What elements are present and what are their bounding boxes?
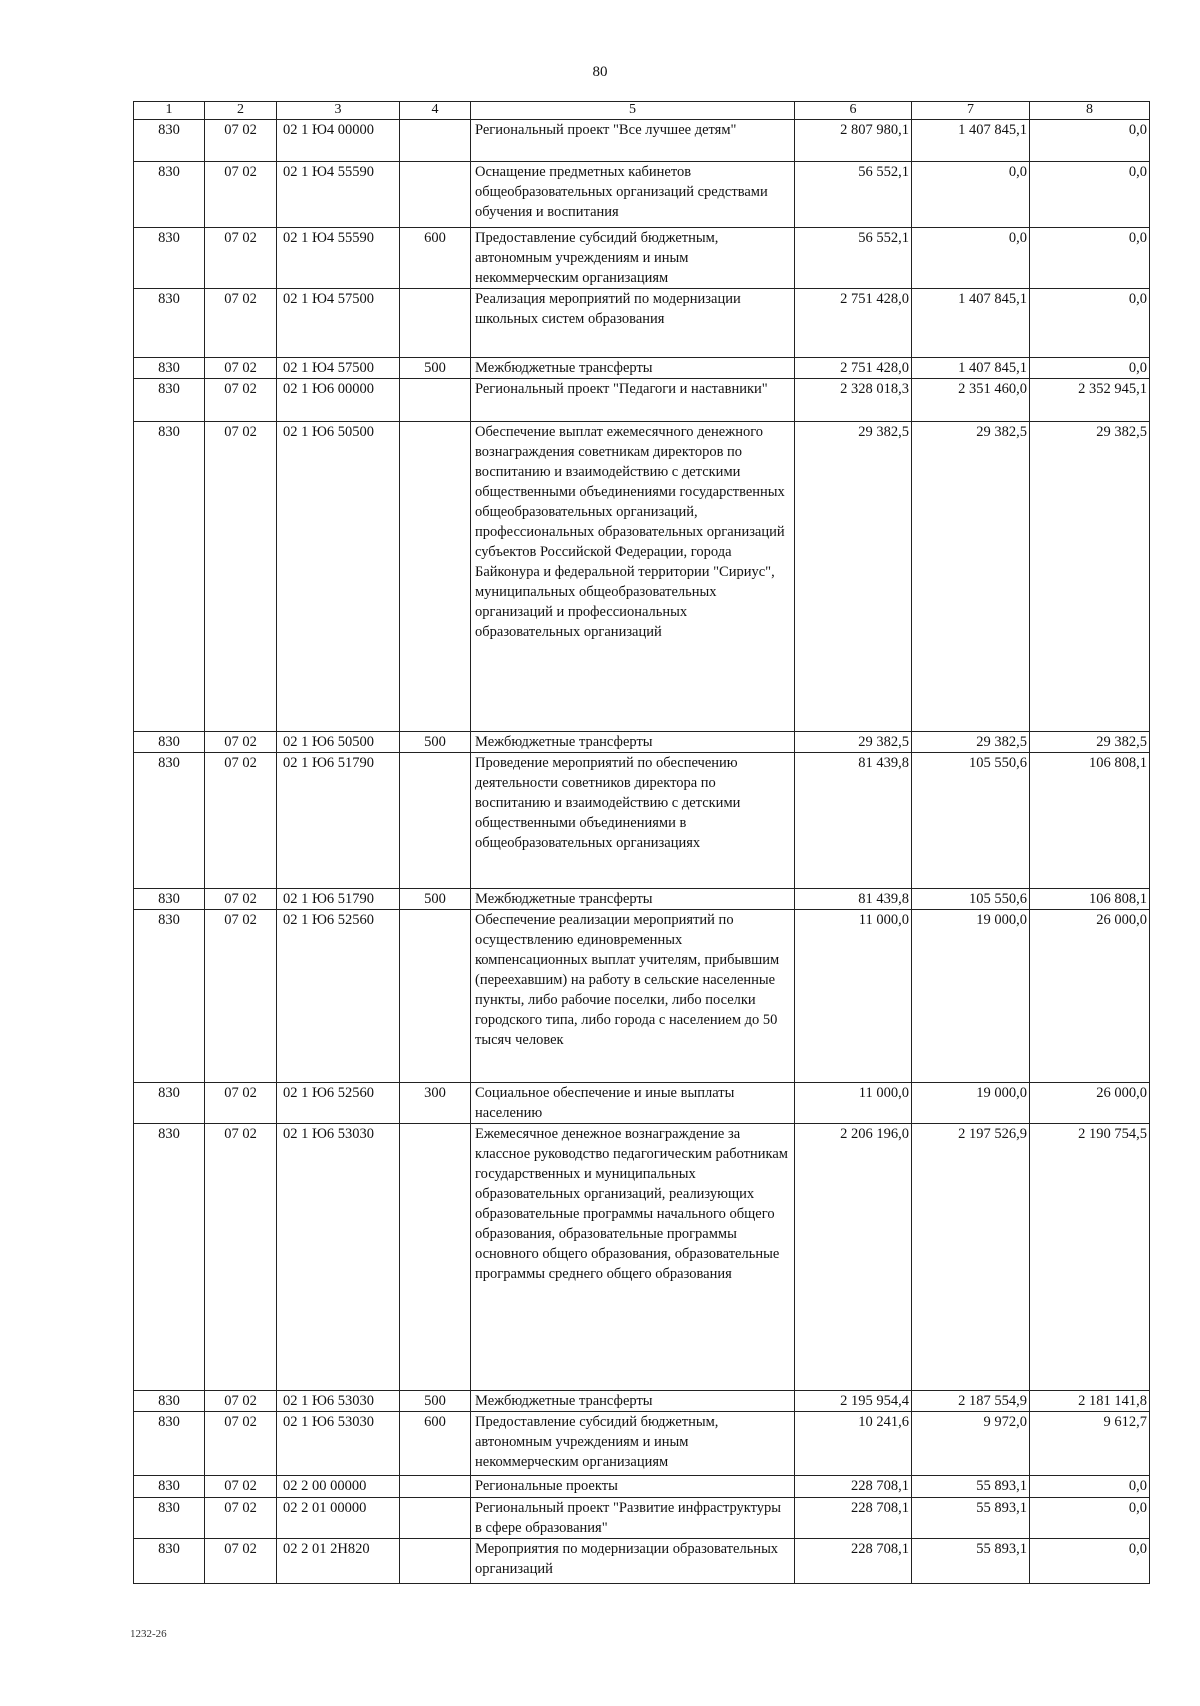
target-article-cell: 02 1 Ю6 53030 <box>277 1412 400 1476</box>
ministry-code-cell: 830 <box>134 289 205 358</box>
amount-year2-cell: 55 893,1 <box>912 1476 1030 1498</box>
amount-year2-cell: 2 197 526,9 <box>912 1124 1030 1391</box>
name-cell: Предоставление субсидий бюджетным, автономным учреждениям и иным некоммерческим организациям <box>471 228 795 289</box>
ministry-code-cell: 830 <box>134 358 205 379</box>
target-article-cell: 02 1 Ю6 50500 <box>277 422 400 732</box>
amount-year3-cell: 2 181 141,8 <box>1030 1391 1150 1412</box>
amount-year2-cell: 2 351 460,0 <box>912 379 1030 422</box>
name-cell: Мероприятия по модернизации образовательных организаций <box>471 1539 795 1584</box>
expense-type-cell <box>400 1476 471 1498</box>
document-code: 1232-26 <box>130 1628 167 1640</box>
ministry-code-cell: 830 <box>134 1539 205 1584</box>
page-number: 80 <box>592 64 608 80</box>
ministry-code-cell: 830 <box>134 379 205 422</box>
target-article-cell: 02 1 Ю4 00000 <box>277 120 400 162</box>
table-row <box>134 1391 1150 1412</box>
header-cell: 7 <box>912 102 1030 120</box>
amount-year3-cell: 0,0 <box>1030 289 1150 358</box>
section-code-cell: 07 02 <box>205 120 277 162</box>
ministry-code-cell: 830 <box>134 1412 205 1476</box>
section-code-cell: 07 02 <box>205 1124 277 1391</box>
ministry-code-cell: 830 <box>134 1476 205 1498</box>
amount-year3-cell: 26 000,0 <box>1030 1083 1150 1124</box>
ministry-code-cell: 830 <box>134 1083 205 1124</box>
ministry-code-cell: 830 <box>134 1498 205 1539</box>
table-row <box>134 1124 1150 1391</box>
table-row <box>134 162 1150 228</box>
amount-year3-cell: 0,0 <box>1030 1539 1150 1584</box>
amount-year1-cell: 29 382,5 <box>795 732 912 753</box>
amount-year3-cell: 0,0 <box>1030 228 1150 289</box>
ministry-code-cell: 830 <box>134 1391 205 1412</box>
amount-year2-cell: 29 382,5 <box>912 422 1030 732</box>
name-cell: Межбюджетные трансферты <box>471 1391 795 1412</box>
section-code-cell: 07 02 <box>205 289 277 358</box>
amount-year1-cell: 2 807 980,1 <box>795 120 912 162</box>
amount-year3-cell: 0,0 <box>1030 120 1150 162</box>
name-cell: Предоставление субсидий бюджетным, автономным учреждениям и иным некоммерческим организациям <box>471 1412 795 1476</box>
amount-year3-cell: 106 808,1 <box>1030 889 1150 910</box>
section-code-cell: 07 02 <box>205 1412 277 1476</box>
expense-type-cell <box>400 753 471 889</box>
section-code-cell: 07 02 <box>205 1391 277 1412</box>
table-row <box>134 1539 1150 1584</box>
section-code-cell: 07 02 <box>205 732 277 753</box>
amount-year1-cell: 2 751 428,0 <box>795 358 912 379</box>
table-row <box>134 910 1150 1083</box>
amount-year3-cell: 0,0 <box>1030 1476 1150 1498</box>
amount-year1-cell: 2 751 428,0 <box>795 289 912 358</box>
amount-year3-cell: 2 352 945,1 <box>1030 379 1150 422</box>
amount-year2-cell: 9 972,0 <box>912 1412 1030 1476</box>
amount-year1-cell: 228 708,1 <box>795 1476 912 1498</box>
table-row <box>134 228 1150 289</box>
header-cell: 1 <box>134 102 205 120</box>
section-code-cell: 07 02 <box>205 753 277 889</box>
amount-year3-cell: 0,0 <box>1030 1498 1150 1539</box>
header-cell: 2 <box>205 102 277 120</box>
expense-type-cell <box>400 162 471 228</box>
ministry-code-cell: 830 <box>134 732 205 753</box>
amount-year1-cell: 81 439,8 <box>795 889 912 910</box>
amount-year2-cell: 1 407 845,1 <box>912 358 1030 379</box>
name-cell: Обеспечение реализации мероприятий по осуществлению единовременных компенсационных выплат учителям, прибывшим (переехавшим) на работу в сельские населенные пункты, либо рабочие поселки, либо поселки городского типа, либо города с населением до 50 тысяч человек <box>471 910 795 1083</box>
expense-type-cell: 500 <box>400 1391 471 1412</box>
section-code-cell: 07 02 <box>205 379 277 422</box>
amount-year2-cell: 105 550,6 <box>912 889 1030 910</box>
expense-type-cell <box>400 910 471 1083</box>
ministry-code-cell: 830 <box>134 228 205 289</box>
ministry-code-cell: 830 <box>134 120 205 162</box>
name-cell: Региональный проект "Развитие инфраструктуры в сфере образования" <box>471 1498 795 1539</box>
target-article-cell: 02 1 Ю6 00000 <box>277 379 400 422</box>
amount-year2-cell: 55 893,1 <box>912 1539 1030 1584</box>
table-row <box>134 1412 1150 1476</box>
table-row <box>134 120 1150 162</box>
expense-type-cell <box>400 120 471 162</box>
amount-year1-cell: 56 552,1 <box>795 228 912 289</box>
name-cell: Проведение мероприятий по обеспечению деятельности советников директора по воспитанию и взаимодействию с детскими общественными объединениями в общеобразовательных организациях <box>471 753 795 889</box>
amount-year3-cell: 2 190 754,5 <box>1030 1124 1150 1391</box>
target-article-cell: 02 1 Ю4 55590 <box>277 162 400 228</box>
amount-year1-cell: 2 206 196,0 <box>795 1124 912 1391</box>
amount-year2-cell: 1 407 845,1 <box>912 289 1030 358</box>
expense-type-cell: 600 <box>400 228 471 289</box>
table-row <box>134 753 1150 889</box>
amount-year2-cell: 1 407 845,1 <box>912 120 1030 162</box>
amount-year3-cell: 9 612,7 <box>1030 1412 1150 1476</box>
expense-type-cell <box>400 379 471 422</box>
amount-year2-cell: 0,0 <box>912 228 1030 289</box>
name-cell: Межбюджетные трансферты <box>471 889 795 910</box>
amount-year3-cell: 0,0 <box>1030 358 1150 379</box>
amount-year1-cell: 2 328 018,3 <box>795 379 912 422</box>
expense-type-cell <box>400 422 471 732</box>
amount-year1-cell: 29 382,5 <box>795 422 912 732</box>
expense-type-cell <box>400 1498 471 1539</box>
ministry-code-cell: 830 <box>134 422 205 732</box>
table-row <box>134 732 1150 753</box>
table-row <box>134 289 1150 358</box>
ministry-code-cell: 830 <box>134 910 205 1083</box>
target-article-cell: 02 1 Ю6 52560 <box>277 910 400 1083</box>
name-cell: Региональные проекты <box>471 1476 795 1498</box>
target-article-cell: 02 2 01 00000 <box>277 1498 400 1539</box>
target-article-cell: 02 1 Ю4 57500 <box>277 358 400 379</box>
target-article-cell: 02 1 Ю6 50500 <box>277 732 400 753</box>
amount-year3-cell: 29 382,5 <box>1030 732 1150 753</box>
section-code-cell: 07 02 <box>205 422 277 732</box>
table-row <box>134 1498 1150 1539</box>
expense-type-cell: 500 <box>400 889 471 910</box>
amount-year1-cell: 11 000,0 <box>795 1083 912 1124</box>
name-cell: Межбюджетные трансферты <box>471 358 795 379</box>
target-article-cell: 02 2 01 2Н820 <box>277 1539 400 1584</box>
target-article-cell: 02 1 Ю6 52560 <box>277 1083 400 1124</box>
amount-year1-cell: 10 241,6 <box>795 1412 912 1476</box>
amount-year3-cell: 0,0 <box>1030 162 1150 228</box>
name-cell: Реализация мероприятий по модернизации школьных систем образования <box>471 289 795 358</box>
target-article-cell: 02 2 00 00000 <box>277 1476 400 1498</box>
target-article-cell: 02 1 Ю4 57500 <box>277 289 400 358</box>
amount-year1-cell: 56 552,1 <box>795 162 912 228</box>
table-body <box>134 120 1150 1584</box>
section-code-cell: 07 02 <box>205 1476 277 1498</box>
name-cell: Региональный проект "Все лучшее детям" <box>471 120 795 162</box>
section-code-cell: 07 02 <box>205 910 277 1083</box>
amount-year2-cell: 2 187 554,9 <box>912 1391 1030 1412</box>
target-article-cell: 02 1 Ю6 51790 <box>277 889 400 910</box>
target-article-cell: 02 1 Ю6 53030 <box>277 1124 400 1391</box>
section-code-cell: 07 02 <box>205 1498 277 1539</box>
ministry-code-cell: 830 <box>134 753 205 889</box>
table-row <box>134 1476 1150 1498</box>
expense-type-cell <box>400 1539 471 1584</box>
section-code-cell: 07 02 <box>205 358 277 379</box>
expense-type-cell: 600 <box>400 1412 471 1476</box>
budget-table <box>133 101 1150 1584</box>
target-article-cell: 02 1 Ю4 55590 <box>277 228 400 289</box>
section-code-cell: 07 02 <box>205 162 277 228</box>
table-row <box>134 1083 1150 1124</box>
header-cell: 5 <box>471 102 795 120</box>
amount-year2-cell: 29 382,5 <box>912 732 1030 753</box>
table-row <box>134 358 1150 379</box>
expense-type-cell <box>400 289 471 358</box>
section-code-cell: 07 02 <box>205 889 277 910</box>
expense-type-cell: 500 <box>400 358 471 379</box>
header-cell: 3 <box>277 102 400 120</box>
amount-year3-cell: 106 808,1 <box>1030 753 1150 889</box>
amount-year2-cell: 19 000,0 <box>912 1083 1030 1124</box>
target-article-cell: 02 1 Ю6 53030 <box>277 1391 400 1412</box>
amount-year2-cell: 19 000,0 <box>912 910 1030 1083</box>
amount-year3-cell: 29 382,5 <box>1030 422 1150 732</box>
section-code-cell: 07 02 <box>205 1083 277 1124</box>
amount-year1-cell: 228 708,1 <box>795 1539 912 1584</box>
amount-year2-cell: 55 893,1 <box>912 1498 1030 1539</box>
expense-type-cell: 300 <box>400 1083 471 1124</box>
name-cell: Межбюджетные трансферты <box>471 732 795 753</box>
amount-year1-cell: 11 000,0 <box>795 910 912 1083</box>
amount-year1-cell: 2 195 954,4 <box>795 1391 912 1412</box>
amount-year2-cell: 105 550,6 <box>912 753 1030 889</box>
amount-year2-cell: 0,0 <box>912 162 1030 228</box>
header-row <box>134 102 1150 120</box>
name-cell: Оснащение предметных кабинетов общеобразовательных организаций средствами обучения и воспитания <box>471 162 795 228</box>
expense-type-cell: 500 <box>400 732 471 753</box>
table-row <box>134 889 1150 910</box>
name-cell: Социальное обеспечение и иные выплаты населению <box>471 1083 795 1124</box>
header-cell: 4 <box>400 102 471 120</box>
table-row <box>134 422 1150 732</box>
header-cell: 6 <box>795 102 912 120</box>
amount-year1-cell: 81 439,8 <box>795 753 912 889</box>
amount-year3-cell: 26 000,0 <box>1030 910 1150 1083</box>
expense-type-cell <box>400 1124 471 1391</box>
ministry-code-cell: 830 <box>134 162 205 228</box>
name-cell: Ежемесячное денежное вознаграждение за классное руководство педагогическим работникам государственных и муниципальных образовательных организаций, реализующих образовательные программы начального общего образования, образовательные программы основного общего образования, образовательные программы среднего общего образования <box>471 1124 795 1391</box>
table-row <box>134 379 1150 422</box>
target-article-cell: 02 1 Ю6 51790 <box>277 753 400 889</box>
section-code-cell: 07 02 <box>205 228 277 289</box>
ministry-code-cell: 830 <box>134 1124 205 1391</box>
amount-year1-cell: 228 708,1 <box>795 1498 912 1539</box>
name-cell: Обеспечение выплат ежемесячного денежного вознаграждения советникам директоров по воспитанию и взаимодействию с детскими общественными объединениями государственных общеобразовательных организаций, профессиональных образовательных организаций субъектов Российской Федерации, города Байконура и федеральной территории "Сириус", муниципальных общеобразовательных организаций и профессиональных образовательных организаций <box>471 422 795 732</box>
header-cell: 8 <box>1030 102 1150 120</box>
name-cell: Региональный проект "Педагоги и наставники" <box>471 379 795 422</box>
ministry-code-cell: 830 <box>134 889 205 910</box>
section-code-cell: 07 02 <box>205 1539 277 1584</box>
